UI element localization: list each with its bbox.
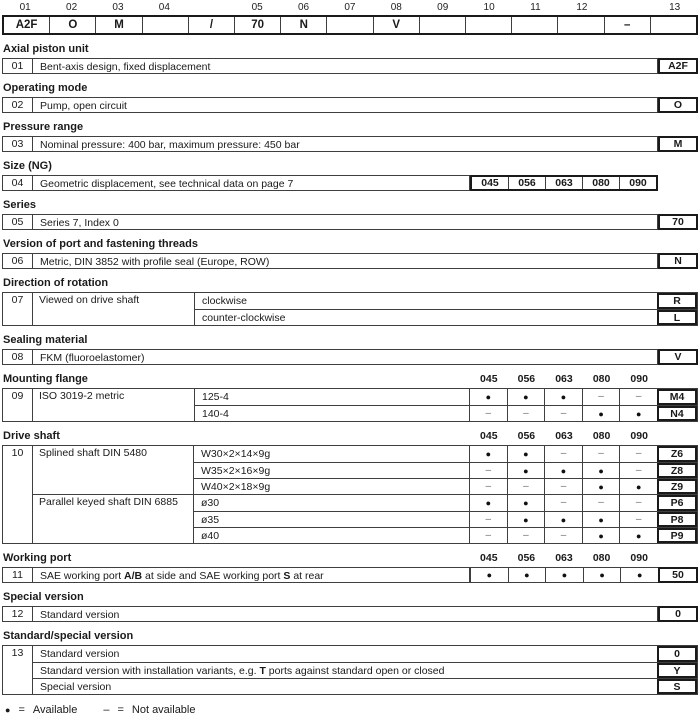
equals-sign: = xyxy=(117,704,124,716)
section-sealing-material xyxy=(2,333,698,365)
availability-cell: – xyxy=(507,406,545,421)
code-cell: R xyxy=(657,293,697,309)
row-number-cell: 03 xyxy=(2,136,33,152)
section-port-threads-version xyxy=(2,237,698,269)
availability-cells xyxy=(469,495,657,511)
availability-cell: ● xyxy=(485,449,492,459)
equals-sign: = xyxy=(18,704,25,716)
availability-cell: – xyxy=(485,529,492,541)
table-row xyxy=(2,567,698,583)
size-column-header: 045 xyxy=(480,552,498,564)
table-row xyxy=(33,662,697,678)
size-column-header: 090 xyxy=(630,430,648,442)
availability-cells xyxy=(470,567,658,583)
drive-shaft-keyed-subgroup xyxy=(33,494,697,543)
availability-cell: ● xyxy=(486,570,493,580)
availability-cell: ● xyxy=(583,568,621,582)
type-code-cell xyxy=(650,17,696,33)
code-cell: M xyxy=(658,136,698,152)
row-number-cell: 01 xyxy=(2,58,33,74)
availability-cell: ● xyxy=(507,512,545,527)
availability-cell: – xyxy=(485,464,492,476)
section-heading xyxy=(2,42,698,56)
code-cell: 50 xyxy=(658,567,698,583)
row-number-cell: 04 xyxy=(2,175,33,191)
description-cell: Metric, DIN 3852 with profile seal (Europe, ROW) xyxy=(33,253,658,269)
table-row xyxy=(2,58,698,74)
heading-label: Special version xyxy=(3,591,84,603)
table-row xyxy=(195,405,697,421)
column-number xyxy=(188,2,234,15)
section-pressure-range xyxy=(2,120,698,152)
availability-cell: – xyxy=(619,446,657,462)
type-code-cell xyxy=(465,17,511,33)
description-cell: SAE working port A/B at side and SAE working port S at rear xyxy=(33,567,470,583)
heading-label: Series xyxy=(3,199,37,211)
section-heading xyxy=(2,237,698,251)
table-row xyxy=(194,495,697,511)
availability-cell: – xyxy=(507,479,545,494)
section-direction-of-rotation xyxy=(2,276,698,326)
variant-cell: 125-4 xyxy=(202,391,229,403)
code-cell: Z8 xyxy=(657,463,697,478)
description-cell: Standard version with installation variants, e.g. T ports against standard open or closed xyxy=(40,665,445,677)
variant-cell: W40×2×18×9g xyxy=(201,481,271,493)
availability-cell: – xyxy=(485,480,492,492)
type-code-cell xyxy=(557,17,603,33)
table-row xyxy=(2,175,698,191)
column-number: 04 xyxy=(158,2,170,13)
availability-cells xyxy=(469,512,657,527)
code-cell: Z6 xyxy=(657,446,697,462)
size-column-header: 063 xyxy=(555,552,573,564)
row-number-cell: 08 xyxy=(2,349,33,365)
availability-cell: – xyxy=(619,389,657,405)
size-column-headers xyxy=(470,429,658,443)
availability-cell: ● xyxy=(507,495,545,511)
availability-cell: ● xyxy=(582,528,620,543)
description-cell: Series 7, Index 0 xyxy=(33,214,658,230)
type-code-cell xyxy=(326,17,372,33)
row-number-cell: 06 xyxy=(2,253,33,269)
size-column-header: 045 xyxy=(480,373,498,385)
description-cell: Bent-axis design, fixed displacement xyxy=(33,58,658,74)
section-heading xyxy=(2,372,698,386)
availability-cells xyxy=(469,389,657,405)
type-code-cell: V xyxy=(373,17,419,33)
section-axial-piston-unit xyxy=(2,42,698,74)
code-cell: N4 xyxy=(657,406,697,421)
size-column-header: 056 xyxy=(517,430,536,442)
availability-cells xyxy=(469,406,657,421)
column-number: 12 xyxy=(576,2,588,13)
size-column-header: 090 xyxy=(630,552,648,564)
type-code-cell: A2F xyxy=(15,19,38,31)
code-cell: Y xyxy=(657,663,697,678)
code-cell: S xyxy=(657,679,697,694)
availability-cell: – xyxy=(507,528,545,543)
availability-cell: ● xyxy=(485,392,492,402)
description-cell: Nominal pressure: 400 bar, maximum pressure: 450 bar xyxy=(33,136,658,152)
column-number: 09 xyxy=(437,2,449,13)
section-heading xyxy=(2,333,698,347)
code-cell: P9 xyxy=(657,528,697,543)
availability-cell: ● xyxy=(508,568,546,582)
table-row xyxy=(2,136,698,152)
legend-not-available xyxy=(103,704,195,716)
table-row xyxy=(33,646,697,662)
section-series xyxy=(2,198,698,230)
availability-cell: ● xyxy=(619,528,657,543)
description-cell: Splined shaft DIN 5480 xyxy=(33,446,194,494)
section-heading xyxy=(2,551,698,565)
column-number: 03 xyxy=(112,2,124,13)
size-cell: 063 xyxy=(545,177,582,189)
row-number-cell: 12 xyxy=(2,606,33,622)
availability-cell: ● xyxy=(620,568,658,582)
section-standard-special-version xyxy=(2,629,698,695)
description-cell: Pump, open circuit xyxy=(33,97,658,113)
table-row xyxy=(194,462,697,478)
availability-cell: ● xyxy=(582,512,620,527)
availability-cells xyxy=(469,446,657,462)
size-column-headers xyxy=(470,372,658,386)
code-cell: N xyxy=(658,253,698,269)
column-number: 02 xyxy=(66,2,78,13)
size-column-headers xyxy=(470,551,658,565)
type-code-cell: 70 xyxy=(234,17,280,33)
availability-cell: – xyxy=(544,446,582,462)
type-code-cell: – xyxy=(604,17,650,33)
table-row xyxy=(2,97,698,113)
type-code-cell: / xyxy=(188,17,234,33)
size-cell: 080 xyxy=(582,177,619,189)
not-available-dash-icon: – xyxy=(103,704,110,716)
heading-label: Pressure range xyxy=(3,121,84,133)
availability-cell: – xyxy=(544,528,582,543)
available-dot-icon: ● xyxy=(5,705,11,715)
column-number: 05 xyxy=(251,2,263,13)
availability-cells xyxy=(469,463,657,478)
table-row xyxy=(194,446,697,462)
size-column-header: 080 xyxy=(592,373,611,385)
availability-cell: – xyxy=(582,446,620,462)
column-number: 08 xyxy=(390,2,402,13)
availability-cell: ● xyxy=(619,406,657,421)
table-row xyxy=(194,511,697,527)
code-cell: V xyxy=(658,349,698,365)
size-column-header: 090 xyxy=(630,373,648,385)
availability-cell: – xyxy=(544,479,582,494)
table-row xyxy=(194,478,697,494)
spacer xyxy=(658,175,698,191)
table-row xyxy=(33,678,697,694)
availability-cell: ● xyxy=(582,479,620,494)
table-row xyxy=(2,606,698,622)
type-code-cell: N xyxy=(280,17,326,33)
availability-cell: ● xyxy=(582,406,620,421)
variant-cell: counter-clockwise xyxy=(202,312,286,324)
legend-label: Not available xyxy=(131,704,196,716)
variant-cell: W30×2×14×9g xyxy=(201,448,271,460)
availability-cell: ● xyxy=(544,463,582,478)
row-number-cell: 05 xyxy=(2,214,33,230)
table-row xyxy=(195,309,697,325)
availability-cell: ● xyxy=(485,498,492,508)
section-operating-mode xyxy=(2,81,698,113)
availability-cell: – xyxy=(544,495,582,511)
row-number-cell: 02 xyxy=(2,97,33,113)
table-row xyxy=(195,293,697,309)
size-cell: 090 xyxy=(619,177,656,189)
availability-cell: ● xyxy=(507,446,545,462)
availability-cell: ● xyxy=(619,479,657,494)
table-row xyxy=(2,253,698,269)
column-number: 13 xyxy=(669,2,681,13)
code-cell: 0 xyxy=(658,606,698,622)
section-heading xyxy=(2,276,698,290)
description-cell: Standard version xyxy=(33,606,658,622)
size-cell: 045 xyxy=(481,177,499,189)
availability-cell: – xyxy=(619,463,657,478)
column-number: 11 xyxy=(530,2,541,13)
section-heading xyxy=(2,159,698,173)
code-cell: A2F xyxy=(658,58,698,74)
section-heading xyxy=(2,590,698,604)
description-cell: Parallel keyed shaft DIN 6885 xyxy=(33,495,194,543)
code-cell: 0 xyxy=(657,646,697,662)
availability-cell: – xyxy=(544,406,582,421)
row-number-cell: 11 xyxy=(2,567,33,583)
section-heading xyxy=(2,198,698,212)
availability-cell: ● xyxy=(582,463,620,478)
heading-label: Drive shaft xyxy=(3,430,60,442)
table-row-group xyxy=(2,645,698,695)
column-number xyxy=(605,2,651,15)
table-row-group xyxy=(2,388,698,422)
column-number: 01 xyxy=(19,2,31,13)
code-cell: P6 xyxy=(657,495,697,511)
type-code-cell xyxy=(511,17,557,33)
column-number: 10 xyxy=(483,2,495,13)
heading-label: Axial piston unit xyxy=(3,43,89,55)
legend-label: Available xyxy=(32,704,78,716)
heading-label: Size (NG) xyxy=(3,160,52,172)
type-code-cell xyxy=(142,17,188,33)
availability-cell: – xyxy=(582,389,620,405)
availability-cell: ● xyxy=(507,389,545,405)
availability-cell: – xyxy=(485,513,492,525)
drive-shaft-splined-subgroup xyxy=(33,446,697,494)
heading-label: Direction of rotation xyxy=(3,277,109,289)
section-drive-shaft xyxy=(2,429,698,544)
table-row-group xyxy=(2,292,698,326)
row-number-cell: 09 xyxy=(3,389,33,421)
type-code-cell: O xyxy=(49,17,95,33)
heading-label: Standard/special version xyxy=(3,630,134,642)
section-heading xyxy=(2,81,698,95)
size-column-header: 056 xyxy=(517,373,536,385)
section-working-port xyxy=(2,551,698,583)
section-size-ng xyxy=(2,159,698,191)
type-code-cell: M xyxy=(95,17,141,33)
code-cell: 70 xyxy=(658,214,698,230)
description-cell: Viewed on drive shaft xyxy=(33,293,195,325)
description-cell: ISO 3019-2 metric xyxy=(33,389,195,421)
availability-cell: ● xyxy=(544,512,582,527)
variant-cell: 140-4 xyxy=(202,408,229,420)
heading-label: Working port xyxy=(3,552,72,564)
size-column-header: 080 xyxy=(592,430,611,442)
size-column-header: 063 xyxy=(555,430,573,442)
table-row xyxy=(195,389,697,405)
availability-cell: ● xyxy=(544,389,582,405)
section-heading xyxy=(2,429,698,443)
column-number: 07 xyxy=(344,2,356,13)
legend-available xyxy=(5,704,77,716)
size-value-cells xyxy=(470,175,658,191)
heading-label: Version of port and fastening threads xyxy=(3,238,198,250)
variant-cell: ø35 xyxy=(201,514,220,526)
type-code-cell xyxy=(419,17,465,33)
size-cell: 056 xyxy=(508,177,545,189)
availability-cells xyxy=(469,528,657,543)
availability-cell: – xyxy=(485,407,492,419)
description-cell: Geometric displacement, see technical data on page 7 xyxy=(33,175,470,191)
row-number-cell: 10 xyxy=(3,446,33,543)
size-column-header: 056 xyxy=(517,552,536,564)
description-cell: FKM (fluoroelastomer) xyxy=(33,349,658,365)
variant-cell: ø30 xyxy=(201,497,220,509)
availability-cell: – xyxy=(619,512,657,527)
description-cell: Special version xyxy=(40,681,112,693)
size-column-header: 063 xyxy=(555,373,573,385)
code-cell: O xyxy=(658,97,698,113)
row-number-cell: 13 xyxy=(3,646,33,694)
section-special-version xyxy=(2,590,698,622)
heading-label: Operating mode xyxy=(3,82,88,94)
code-cell: P8 xyxy=(657,512,697,527)
type-code-column-numbers xyxy=(2,2,698,15)
availability-cell: – xyxy=(582,495,620,511)
type-code-bar xyxy=(2,15,698,35)
section-heading xyxy=(2,120,698,134)
table-row xyxy=(194,527,697,543)
legend xyxy=(2,704,698,716)
availability-cell: ● xyxy=(507,463,545,478)
availability-cell: – xyxy=(619,495,657,511)
heading-label: Sealing material xyxy=(3,334,88,346)
description-cell: Standard version xyxy=(40,648,120,660)
variant-cell: W35×2×16×9g xyxy=(201,465,271,477)
code-cell: Z9 xyxy=(657,479,697,494)
row-number-cell: 07 xyxy=(3,293,33,325)
table-row xyxy=(2,349,698,365)
variant-cell: ø40 xyxy=(201,530,220,542)
size-column-header: 080 xyxy=(592,552,611,564)
section-mounting-flange xyxy=(2,372,698,422)
heading-label: Mounting flange xyxy=(3,373,88,385)
availability-cells xyxy=(469,479,657,494)
table-row xyxy=(2,214,698,230)
size-column-header: 045 xyxy=(480,430,498,442)
code-cell: M4 xyxy=(657,389,697,405)
table-row-group xyxy=(2,445,698,544)
column-number: 06 xyxy=(297,2,310,13)
code-cell: L xyxy=(657,310,697,325)
section-heading xyxy=(2,629,698,643)
availability-cell: ● xyxy=(545,568,583,582)
variant-cell: clockwise xyxy=(202,295,247,307)
